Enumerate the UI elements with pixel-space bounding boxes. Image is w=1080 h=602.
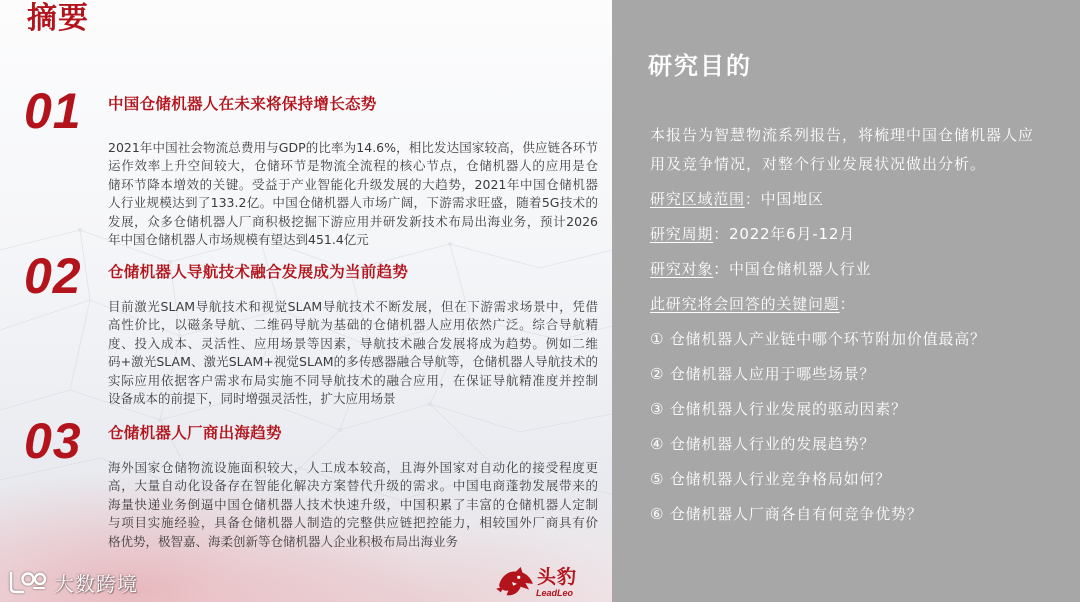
field-value: ：2022年6月-12月: [713, 225, 856, 243]
intro-line: 本报告为智慧物流系列报告，将梳理中国仓储机器人应: [650, 126, 1035, 144]
body-line: 与项目实施经验，具备仓储机器人制造的完整供应链把控能力，相较国外厂商具有价: [108, 515, 598, 531]
research-subject-row: [650, 252, 986, 287]
body-line: 设备成本的前提下，同时增强灵活性，扩大应用场景: [108, 391, 396, 407]
purpose-intro: [650, 121, 1034, 179]
brand-name: 头豹: [537, 566, 578, 588]
watermark-text: 大数跨境: [54, 571, 138, 596]
section-number: 01: [24, 83, 82, 139]
field-value: ：中国地区: [744, 190, 824, 208]
body-line: 年中国仓储机器人市场规模有望达到451.4亿元: [108, 232, 369, 248]
section-number: 03: [24, 413, 82, 469]
body-line: 高性价比，以磁条导航、二维码导航为基础的仓储机器人应用依然广泛。综合导航精: [108, 317, 598, 333]
brand-subtitle: LeadLeo: [536, 588, 574, 598]
field-label: 研究区域范围: [650, 190, 745, 208]
section-body: [108, 459, 598, 551]
field-value: ：中国仓储机器人行业: [713, 260, 872, 278]
watermark-logo-icon: [8, 569, 48, 595]
summary-title: 摘要: [27, 1, 89, 36]
research-period-row: [650, 217, 986, 252]
research-purpose-title: 研究目的: [648, 52, 752, 80]
body-line: 目前激光SLAM导航技术和视觉SLAM导航技术不断发展，但在下游需求场景中，凭借: [108, 299, 598, 314]
section-body: [108, 298, 598, 408]
field-label: 研究周期: [650, 225, 714, 243]
body-line: 实际应用依据客户需求布局实施不同导航技术的融合应用，在保证导航精准度并控制: [108, 372, 598, 388]
question-item: ④ 仓储机器人行业的发展趋势？: [650, 435, 876, 453]
body-line: 储环节降本增效的关键。受益于产业智能化升级发展的大趋势，2021年中国仓储机器: [108, 176, 598, 192]
section-heading: 仓储机器人厂商出海趋势: [108, 424, 282, 442]
section-heading: 仓储机器人导航技术融合发展成为当前趋势: [108, 263, 409, 281]
question-item: ① 仓储机器人产业链中哪个环节附加价值最高？: [650, 330, 986, 348]
section-body: [108, 139, 598, 249]
key-questions-label-row: [650, 287, 986, 322]
body-line: 高，大量自动化设备存在智能化解决方案替代升级的需求。中国电商蓬勃发展带来的: [108, 478, 598, 494]
intro-line: 用及竞争情况，对整个行业发展状况做出分析。: [650, 155, 987, 173]
body-line: 海外国家仓储物流设施面积较大，人工成本较高，且海外国家对自动化的接受程度更: [108, 460, 598, 475]
body-line: 格优势，极智嘉、海柔创新等仓储机器人企业积极布局出海业务: [108, 533, 459, 549]
field-value: ：: [839, 295, 856, 313]
section-heading: 中国仓储机器人在未来将保持增长态势: [108, 95, 377, 113]
body-line: 运作效率上升空间较大，仓储环节是物流全流程的核心节点，仓储机器人的应用是仓: [108, 158, 598, 174]
field-label: 研究对象: [650, 260, 714, 278]
body-line: 度、投入成本、灵活性、应用场景等因素，导航技术融合发展将成为趋势。例如二维: [108, 335, 598, 351]
body-line: 发展，众多仓储机器人厂商积极挖掘下游应用并研发新技术布局出海业务，预计2026: [108, 213, 598, 229]
question-item: ⑤ 仓储机器人行业竞争格局如何？: [650, 470, 892, 488]
body-line: 人行业规模达到了133.2亿。中国仓储机器人市场广阔，下游需求旺盛，随着5G技术的: [108, 195, 598, 211]
body-line: 海量快递业务倒逼中国仓储机器人技术快速升级，中国积累了丰富的仓储机器人定制: [108, 496, 598, 512]
section-number: 02: [24, 248, 82, 304]
question-item: ⑥ 仓储机器人厂商各自有何竞争优势？: [650, 505, 923, 523]
watermark: [8, 567, 138, 597]
body-line: 码+激光SLAM、激光SLAM+视觉SLAM的多传感器融合导航等，仓储机器人导航技术的: [108, 354, 598, 370]
research-purpose-panel: [612, 0, 1080, 602]
leopard-icon: [496, 566, 534, 598]
field-label: 此研究将会回答的关键问题: [650, 295, 840, 313]
body-line: 2021年中国社会物流总费用与GDP的比率为14.6%，相比发达国家较高，供应链各环节: [108, 140, 598, 155]
purpose-details: [650, 182, 986, 532]
brand-logo: [496, 564, 596, 600]
question-item: ③ 仓储机器人行业发展的驱动因素？: [650, 400, 907, 418]
research-region-row: [650, 182, 986, 217]
question-item: ② 仓储机器人应用于哪些场景？: [650, 365, 876, 383]
